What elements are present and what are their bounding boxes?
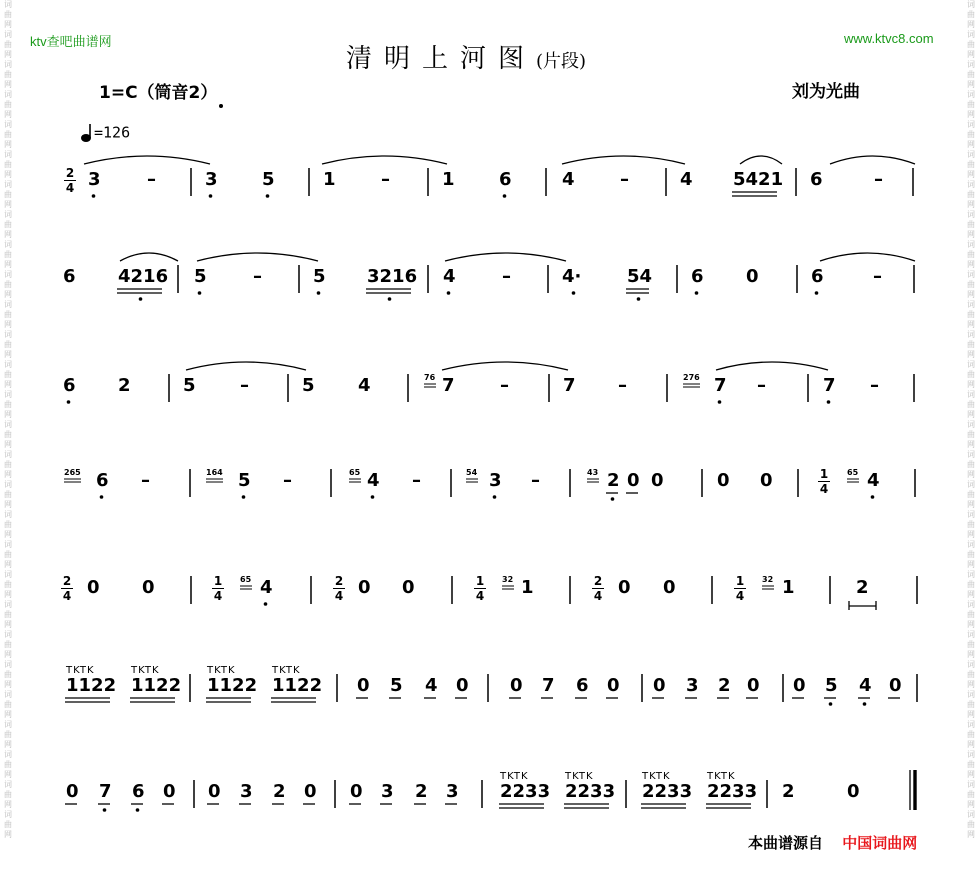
octave-dot-below <box>493 495 497 499</box>
grace-notes: 32 <box>762 575 774 584</box>
note: 1 <box>442 169 455 190</box>
note: 2 <box>415 781 428 802</box>
key-signature: 1=C（筒音2） <box>99 83 218 103</box>
note: 6 <box>576 675 589 696</box>
note: 4 <box>260 577 273 598</box>
source-brand: 中国词曲网 <box>842 834 918 852</box>
slur <box>442 362 568 370</box>
octave-dot-below <box>67 400 71 404</box>
dash-hold: – <box>283 470 292 491</box>
time-signature-bottom: 4 <box>593 589 603 603</box>
octave-dot-below <box>637 297 641 301</box>
slur <box>197 253 318 261</box>
note: 6 <box>811 266 824 287</box>
note: 3 <box>205 169 218 190</box>
note: 0 <box>142 577 155 598</box>
time-signature <box>818 468 830 495</box>
note: 7 <box>99 781 112 802</box>
time-signature <box>333 575 345 602</box>
articulation-tk: TKTK <box>500 771 529 782</box>
dash-hold: – <box>240 375 249 396</box>
grace-notes: 54 <box>466 468 478 477</box>
note: 6 <box>499 169 512 190</box>
source-credit <box>748 832 917 853</box>
note: 2 <box>118 375 131 396</box>
note: 3 <box>686 675 699 696</box>
octave-dot-below <box>371 495 375 499</box>
octave-dot-below <box>718 400 722 404</box>
site-label-left: ktv查吧曲谱网 <box>30 34 112 49</box>
note: 0 <box>663 577 676 598</box>
octave-dot-below <box>815 291 819 295</box>
grace-notes: 65 <box>240 575 252 584</box>
note: 0 <box>760 470 773 491</box>
time-signature-top: 2 <box>593 574 603 588</box>
time-signature-bottom: 4 <box>213 589 223 603</box>
articulation-tk: TKTK <box>642 771 671 782</box>
note: 3 <box>446 781 459 802</box>
dash-hold: – <box>502 266 511 287</box>
note: 4 <box>562 169 575 190</box>
grace-notes: 32 <box>502 575 514 584</box>
dash-hold: – <box>412 470 421 491</box>
dash-hold: – <box>253 266 262 287</box>
octave-dot-below <box>317 291 321 295</box>
octave-dot-below <box>264 602 268 606</box>
time-signature <box>734 575 746 602</box>
note: 2233 <box>500 781 551 802</box>
octave-dot-below <box>209 194 213 198</box>
note: 7 <box>823 375 836 396</box>
articulation-tk: TKTK <box>707 771 736 782</box>
note: 0 <box>456 675 469 696</box>
side-watermark-left: 词曲网词曲网词曲网词曲网词曲网词曲网词曲网词曲网词曲网词曲网词曲网词曲网词曲网词曲网词曲网词曲网词曲网词曲网词曲网词曲网词曲网词曲网词曲网词曲网词曲网词曲网词曲网词曲网 <box>4 0 12 839</box>
composer: 刘为光曲 <box>792 82 860 102</box>
note: 4 <box>859 675 872 696</box>
note: 0 <box>651 470 664 491</box>
slur <box>120 253 178 261</box>
dash-hold: – <box>618 375 627 396</box>
articulation-tk: TKTK <box>565 771 594 782</box>
articulation-tk: TKTK <box>131 665 160 676</box>
note: 3216 <box>367 266 418 287</box>
note: 5 <box>262 169 275 190</box>
time-signature <box>61 575 73 602</box>
note: 1122 <box>207 675 258 696</box>
octave-dot-below <box>503 194 507 198</box>
octave-dot-below <box>572 291 576 295</box>
grace-notes: 43 <box>587 468 599 477</box>
time-signature <box>592 575 604 602</box>
octave-dot-below <box>242 495 246 499</box>
octave-dot-below <box>863 702 867 706</box>
octave-dot-below <box>388 297 392 301</box>
note: 5 <box>313 266 326 287</box>
note: 0 <box>793 675 806 696</box>
slur <box>445 253 566 261</box>
time-signature-bottom: 4 <box>65 181 75 195</box>
note: 3 <box>240 781 253 802</box>
octave-dot-below <box>829 702 833 706</box>
grace-notes: 164 <box>206 468 223 477</box>
dash-hold: – <box>757 375 766 396</box>
octave-dot-below <box>266 194 270 198</box>
slur <box>740 156 782 164</box>
note: 5 <box>194 266 207 287</box>
dash-hold: – <box>873 266 882 287</box>
note: 1 <box>323 169 336 190</box>
note: 2 <box>782 781 795 802</box>
note: 0 <box>717 470 730 491</box>
time-signature-bottom: 4 <box>735 589 745 603</box>
side-watermark-right: 词曲网词曲网词曲网词曲网词曲网词曲网词曲网词曲网词曲网词曲网词曲网词曲网词曲网词曲网词曲网词曲网词曲网词曲网词曲网词曲网词曲网词曲网词曲网词曲网词曲网词曲网词曲网词曲网 <box>967 0 975 839</box>
slur <box>562 156 685 164</box>
note: 4· <box>562 266 582 287</box>
tempo-value: =126 <box>94 123 131 142</box>
note: 0 <box>358 577 371 598</box>
octave-dot-below <box>92 194 96 198</box>
note: 7 <box>714 375 727 396</box>
time-signature-top: 1 <box>475 574 485 588</box>
note: 0 <box>402 577 415 598</box>
grace-notes: 276 <box>683 373 700 382</box>
dash-hold: – <box>147 169 156 190</box>
note: 6 <box>132 781 145 802</box>
note: 4 <box>680 169 693 190</box>
note: 2 <box>273 781 286 802</box>
note: 6 <box>691 266 704 287</box>
note: 1122 <box>66 675 117 696</box>
note: 2 <box>856 577 869 598</box>
dash-hold: – <box>870 375 879 396</box>
slur <box>322 156 447 164</box>
octave-dot-below <box>139 297 143 301</box>
dash-hold: – <box>141 470 150 491</box>
time-signature <box>212 575 224 602</box>
score-title-main: 清明上河图 <box>346 44 537 74</box>
note: 6 <box>63 266 76 287</box>
octave-dot-below <box>827 400 831 404</box>
note: 0 <box>510 675 523 696</box>
note: 2233 <box>565 781 616 802</box>
note: 1 <box>782 577 795 598</box>
note: 7 <box>542 675 555 696</box>
note: 2233 <box>642 781 693 802</box>
note: 4 <box>425 675 438 696</box>
slur <box>830 156 915 164</box>
note: 0 <box>847 781 860 802</box>
note: 2 <box>607 470 620 491</box>
note: 6 <box>96 470 109 491</box>
note: 0 <box>746 266 759 287</box>
time-signature-top: 1 <box>213 574 223 588</box>
note: 0 <box>627 470 640 491</box>
note: 0 <box>747 675 760 696</box>
note: 3 <box>88 169 101 190</box>
time-signature-top: 1 <box>735 574 745 588</box>
grace-notes: 265 <box>64 468 81 477</box>
note: 0 <box>87 577 100 598</box>
note: 0 <box>208 781 221 802</box>
time-signature-top: 2 <box>65 166 75 180</box>
time-signature-top: 1 <box>819 467 829 481</box>
note: 3 <box>489 470 502 491</box>
note: 4 <box>358 375 371 396</box>
time-signature-top: 2 <box>62 574 72 588</box>
note: 0 <box>304 781 317 802</box>
note: 5421 <box>733 169 784 190</box>
note: 6 <box>63 375 76 396</box>
note: 2 <box>718 675 731 696</box>
note: 3 <box>381 781 394 802</box>
note: 4216 <box>118 266 169 287</box>
time-signature-bottom: 4 <box>62 589 72 603</box>
octave-dot-below <box>103 808 107 812</box>
dash-hold: – <box>874 169 883 190</box>
source-label: 本曲谱源自 <box>748 834 824 852</box>
score-subtitle: (片段) <box>536 51 587 72</box>
time-signature-bottom: 4 <box>334 589 344 603</box>
note: 0 <box>350 781 363 802</box>
dash-hold: – <box>500 375 509 396</box>
octave-dot-below <box>100 495 104 499</box>
note: 7 <box>563 375 576 396</box>
grace-notes: 76 <box>424 373 436 382</box>
articulation-tk: TKTK <box>272 665 301 676</box>
note: 1122 <box>272 675 323 696</box>
note: 5 <box>302 375 315 396</box>
note: 0 <box>357 675 370 696</box>
note: 2233 <box>707 781 758 802</box>
note: 4 <box>867 470 880 491</box>
time-signature-bottom: 4 <box>819 482 829 496</box>
grace-notes: 65 <box>349 468 361 477</box>
dash-hold: – <box>381 169 390 190</box>
time-signature <box>474 575 486 602</box>
slur <box>84 156 210 164</box>
octave-dot-below <box>871 495 875 499</box>
dash-hold: – <box>531 470 540 491</box>
note: 0 <box>889 675 902 696</box>
articulation-tk: TKTK <box>66 665 95 676</box>
octave-dot-below <box>136 808 140 812</box>
slur <box>716 362 828 370</box>
note: 4 <box>443 266 456 287</box>
slur <box>820 253 915 261</box>
note: 54 <box>627 266 653 287</box>
note: 4 <box>367 470 380 491</box>
slur <box>186 362 306 370</box>
note: 5 <box>825 675 838 696</box>
note: 5 <box>238 470 251 491</box>
octave-dot-below <box>447 291 451 295</box>
note: 1122 <box>131 675 182 696</box>
grace-notes: 65 <box>847 468 859 477</box>
note: 0 <box>618 577 631 598</box>
note: 0 <box>163 781 176 802</box>
octave-dot-below <box>198 291 202 295</box>
note: 0 <box>66 781 79 802</box>
articulation-tk: TKTK <box>207 665 236 676</box>
note: 1 <box>521 577 534 598</box>
note: 0 <box>653 675 666 696</box>
note: 5 <box>183 375 196 396</box>
note: 6 <box>810 169 823 190</box>
note: 7 <box>442 375 455 396</box>
note: 5 <box>390 675 403 696</box>
time-signature <box>64 167 76 194</box>
octave-dot-below <box>611 497 615 501</box>
time-signature-bottom: 4 <box>475 589 485 603</box>
dash-hold: – <box>620 169 629 190</box>
time-signature-top: 2 <box>334 574 344 588</box>
octave-dot-below <box>695 291 699 295</box>
note: 0 <box>607 675 620 696</box>
site-label-right: www.ktvc8.com <box>844 31 934 46</box>
